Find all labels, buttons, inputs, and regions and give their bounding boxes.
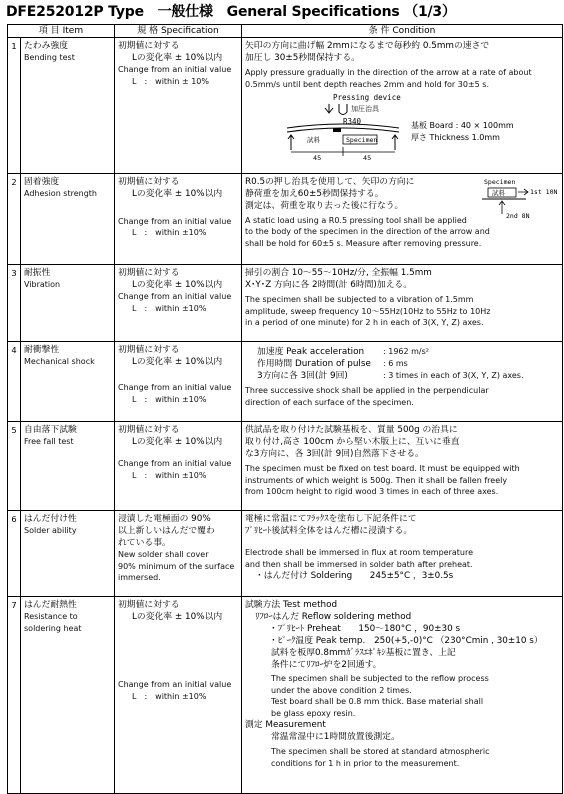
adhesion-diagram	[480, 176, 560, 222]
shock-param-value: : 3 times in each of 3(X, Y, Z) axes.	[383, 371, 524, 381]
cond-line: 供試品を取り付けた試験基板を、質量 500g の治具に	[245, 425, 458, 436]
shock-param-label: 加速度 Peak acceleration	[257, 347, 365, 358]
cond-line: 測定は、荷重を取り去った後に行なう。	[245, 200, 404, 211]
r340-label: R340	[343, 117, 362, 127]
condition-cell	[242, 422, 563, 511]
cond-line: Electrode shall be immersed in flux at room temperature	[245, 548, 474, 558]
cond-line: 0.5mm/s until bent depth reaches 2mm and hold for 30±5 s.	[245, 79, 489, 89]
cond-line: in a period of one minute) for 2 h in each of 3(X, Y, Z) axes.	[245, 318, 484, 328]
cond-line: 加圧し 30±5秒間保持する。	[245, 53, 360, 64]
header-spec: 規 格 Specification	[115, 25, 242, 38]
specimen-jp: 試料	[492, 188, 505, 197]
cond-line: 常温常湿中に1時間放置後測定。	[271, 732, 400, 743]
cond-line: under the above condition 2 times.	[271, 685, 412, 695]
cond-line: conditions for 1 h in prior to the measurement.	[271, 758, 460, 768]
board-label: 基板 Board : 40 × 100mm	[411, 121, 514, 131]
jig-icon	[339, 104, 347, 115]
cond-line: 矢印の方向に曲げ幅 2mmになるまで毎秒約 0.5mmの速さで	[245, 41, 490, 52]
header-item: 項 目 Item	[8, 25, 115, 38]
cond-line: ﾘﾌﾛｰはんだ Reflow soldering method	[255, 612, 412, 623]
item-cell	[21, 422, 115, 511]
spec-cell	[115, 265, 242, 342]
bending-test-diagram	[245, 92, 555, 162]
shock-param-value: : 1962 m/s²	[383, 347, 430, 357]
angle-left: 45	[313, 154, 322, 163]
condition-cell	[242, 38, 563, 174]
item-cell	[21, 173, 115, 264]
board-curve	[287, 128, 399, 132]
cond-line: ・ﾌﾟﾘﾋｰﾄ Preheat 150～180°C ，90±30 s	[269, 624, 461, 635]
spec-line: 初期値に対する	[118, 268, 180, 279]
spec-cell	[115, 173, 242, 264]
shock-param-row	[245, 370, 559, 382]
row-number: 2	[8, 173, 21, 264]
item-jp: 耐衝撃性	[24, 345, 60, 356]
cond-line: The specimen shall be subjected to a vibration of 1.5mm	[245, 295, 474, 305]
item-en: Mechanical shock	[24, 357, 95, 367]
item-jp: たわみ強度	[24, 41, 68, 52]
condition-cell	[242, 597, 563, 794]
item-cell	[21, 38, 115, 174]
item-jp: 耐振性	[24, 268, 51, 279]
condition-cell	[242, 173, 563, 264]
item-en: Free fall test	[24, 437, 74, 447]
row-number: 6	[8, 511, 21, 597]
cond-line: 試験方法 Test method	[245, 600, 338, 611]
item-jp: 固着強度	[24, 176, 60, 187]
spec-line: immersed.	[118, 573, 161, 583]
cond-line: ・ﾋﾟｰｸ温度 Peak temp. 250(+5,-0)°C （230°Cmin , 30±10 s）	[269, 636, 543, 647]
cond-line: R0.5の押し治具を使用して、矢印の方向に	[245, 176, 415, 187]
support-arrow-icon	[288, 135, 294, 150]
condition-cell	[242, 511, 563, 597]
item-en: Solder ability	[24, 526, 77, 536]
spec-line: れている事。	[118, 538, 171, 549]
table-row	[8, 342, 563, 422]
shock-param-value: : 6 ms	[383, 359, 408, 369]
thickness-label: 厚さ Thickness 1.0mm	[411, 133, 500, 143]
item-cell	[21, 265, 115, 342]
table-header	[8, 25, 563, 38]
table-row	[8, 597, 563, 794]
spec-line: 初期値に対する	[118, 176, 180, 187]
table-row	[8, 265, 563, 342]
spec-cell	[115, 597, 242, 794]
spec-line: Lの変化率 ± 10%以内	[132, 612, 223, 623]
item-cell	[21, 342, 115, 422]
support-arrow-icon	[392, 135, 398, 150]
spec-line: 以上新しいはんだで覆わ	[118, 526, 215, 537]
row-number: 1	[8, 38, 21, 174]
item-en: Vibration	[24, 280, 61, 290]
item-en: Resistance to soldering heat	[24, 612, 82, 633]
shock-param-row	[245, 358, 559, 370]
row-number: 3	[8, 265, 21, 342]
spec-line: L : within ±10%	[132, 691, 207, 701]
cond-line: Test board shall be 0.8 mm thick. Base material shall	[271, 697, 484, 707]
spec-line: Change from an initial value	[118, 292, 232, 302]
cond-line: 取り付け,高さ 100cm から堅い木版上に、互いに垂直	[245, 437, 460, 448]
shock-param-row	[245, 346, 559, 358]
item-cell	[21, 511, 115, 597]
item-en: Adhesion strength	[24, 188, 97, 198]
up-arrow-icon	[499, 201, 505, 214]
row-number: 4	[8, 342, 21, 422]
spec-line: Lの変化率 ± 10%以内	[132, 357, 223, 368]
specimen-mark	[333, 128, 341, 132]
cond-line: shall be hold for 60±5 s. Measure after removing pressure.	[245, 238, 482, 248]
spec-cell	[115, 511, 242, 597]
spec-line: 初期値に対する	[118, 345, 180, 356]
condition-cell	[242, 342, 563, 422]
spec-line: New solder shall cover	[118, 550, 209, 560]
cond-line: 掃引の割合 10～55～10Hz/分, 全振幅 1.5mm	[245, 268, 432, 279]
cond-line: from 100cm height to rigid wood 3 times in each of three axes.	[245, 487, 499, 497]
second-force: 2nd 8N	[506, 211, 530, 220]
specimen-jp: 試料	[307, 136, 320, 145]
spec-line: Change from an initial value	[118, 216, 232, 226]
spec-line: Lの変化率 ± 10%以内	[132, 53, 223, 64]
cond-line: Three successive shock shall be applied in the perpendicular	[245, 386, 489, 396]
spec-cell	[115, 422, 242, 511]
item-en: Bending test	[24, 53, 75, 63]
table-row	[8, 511, 563, 597]
cond-line: ﾌﾟﾘﾋｰﾄ後試料全体をはんだ槽に浸漬する。	[245, 526, 413, 537]
cond-line: 試料を板厚0.8mmｶﾞﾗｽｴﾎﾟｷｼ基板に置き、上記	[271, 648, 456, 659]
right-arrow-icon	[518, 189, 528, 195]
item-cell	[21, 597, 115, 794]
spec-line: 初期値に対する	[118, 41, 180, 52]
condition-cell	[242, 265, 563, 342]
cond-line: 条件にてﾘﾌﾛｰ炉を2回通す。	[271, 660, 382, 671]
cond-line: instruments of which weight is 500g. Then it shall be fallen freely	[245, 475, 508, 485]
spec-line: Lの変化率 ± 10%以内	[132, 437, 223, 448]
specimen-en: Specimen	[484, 177, 516, 186]
spec-line: L : within ± 10%	[132, 76, 209, 86]
spec-line: Lの変化率 ± 10%以内	[132, 280, 223, 291]
cond-line: X･Y･Z 方向に各 2時間(計 6時間)加える。	[245, 280, 413, 291]
cond-line: ・はんだ付け Soldering 245±5°C ，3±0.5s	[255, 571, 454, 582]
cond-line: be glass epoxy resin.	[271, 708, 356, 718]
spec-line: Change from an initial value	[118, 65, 232, 75]
cond-line: to the body of the specimen in the direction of the arrow and	[245, 227, 490, 237]
table-row	[8, 38, 563, 174]
angle-right: 45	[363, 154, 372, 163]
cond-line: A static load using a R0.5 pressing tool shall be applied	[245, 215, 467, 225]
spec-line: Change from an initial value	[118, 459, 232, 469]
cond-line: 電極に常温にてﾌﾗｯｸｽを塗布し下記条件にて	[245, 514, 417, 525]
specimen-en: Specimen	[346, 136, 378, 145]
row-number: 5	[8, 422, 21, 511]
spec-table	[7, 24, 563, 794]
spec-line: 初期値に対する	[118, 600, 180, 611]
table-row	[8, 422, 563, 511]
down-arrow-icon	[325, 104, 333, 113]
cond-line: The specimen shall be subjected to the reflow process	[271, 674, 489, 684]
spec-line: L : within ±10%	[132, 470, 207, 480]
spec-line: Change from an initial value	[118, 680, 232, 690]
first-force: 1st 10N	[530, 187, 558, 196]
shock-param-label: 作用時間 Duration of pulse	[257, 359, 371, 370]
spec-line: Change from an initial value	[118, 383, 232, 393]
spec-line: 90% minimum of the surface	[118, 561, 235, 571]
table-row	[8, 173, 563, 264]
cond-line: direction of each surface of the specimen.	[245, 397, 414, 407]
jig-label: 加圧治具	[351, 105, 379, 114]
cond-line: Apply pressure gradually in the direction of the arrow at a rate of about	[245, 68, 532, 78]
spec-line: L : within ±10%	[132, 228, 207, 238]
pressing-device-label: Pressing device	[333, 93, 401, 103]
item-jp: 自由落下試験	[24, 425, 77, 436]
spec-line: 浸漬した電極面の 90%	[118, 514, 211, 525]
row-number: 7	[8, 597, 21, 794]
cond-line: The specimen must be fixed on test board. It must be equipped with	[245, 464, 520, 474]
page-title: DFE252012P Type 一般仕様 General Specifications （1/3）	[6, 4, 456, 20]
spec-cell	[115, 38, 242, 174]
cond-line: 測定 Measurement	[245, 720, 326, 731]
spec-line: Lの変化率 ± 10%以内	[132, 188, 223, 199]
shock-param-label: 3方向に各 3回(計 9回)	[257, 371, 348, 382]
header-condition: 条 件 Condition	[242, 25, 563, 38]
cond-line: な3方向に、各 3回(計 9回)自然落下させる。	[245, 449, 424, 460]
cond-line: The specimen shall be stored at standard atmospheric	[271, 747, 490, 757]
spec-line: 初期値に対する	[118, 425, 180, 436]
cond-line: amplitude, sweep frequency 10～55Hz(10Hz to 55Hz to 10Hz	[245, 306, 491, 316]
spec-line: L : within ±10%	[132, 303, 207, 313]
item-jp: はんだ付け性	[24, 514, 77, 525]
item-jp: はんだ耐熱性	[24, 600, 77, 611]
spec-line: L : within ±10%	[132, 394, 207, 404]
spec-cell	[115, 342, 242, 422]
cond-line: 静荷重を加え60±5秒間保持する。	[245, 188, 384, 199]
cond-line: and then shall be immersed in solder bath after preheat.	[245, 559, 473, 569]
